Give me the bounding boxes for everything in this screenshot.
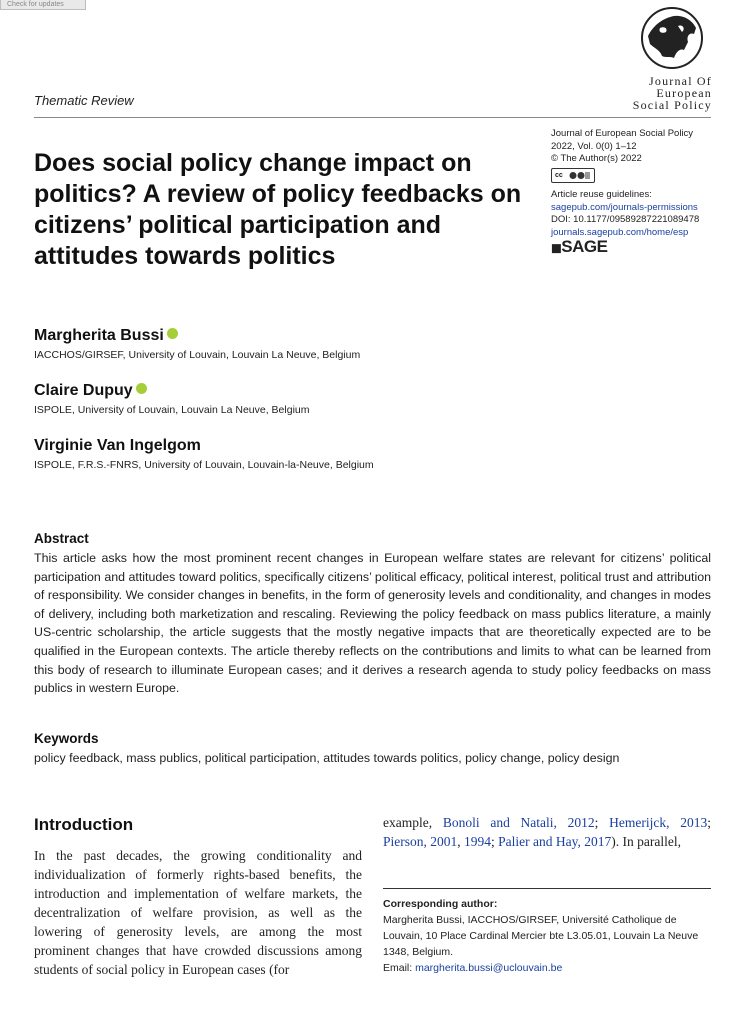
orcid-icon[interactable]	[136, 383, 147, 394]
affiliation-2: ISPOLE, University of Louvain, Louvain La Neuve, Belgium	[34, 404, 310, 416]
corresponding-heading: Corresponding author:	[383, 898, 498, 910]
journal-logo-line1: Journal Of	[649, 74, 712, 88]
email-link[interactable]: margherita.bussi@uclouvain.be	[415, 962, 563, 974]
citation-link[interactable]: 1994	[464, 834, 491, 849]
introduction-col1: In the past decades, the growing conditionality and individualization of formerly rights-based benefits, the introduction and implementation of welfare markets, the decentralization of welfare provision, as well as the lowering of generosity levels, are among the most prominent changes that have crowded discussions among students of social policy in European cases (for	[34, 848, 362, 977]
europe-map-icon	[640, 6, 704, 70]
sage-logo: ◼SAGE	[551, 237, 608, 256]
abstract-heading: Abstract	[34, 531, 89, 546]
volume: 2022, Vol. 0(0) 1–12	[551, 140, 637, 152]
keywords-heading: Keywords	[34, 731, 99, 746]
introduction-heading: Introduction	[34, 815, 134, 834]
article-title: Does social policy change impact on politics? A review of policy feedbacks on citizens’ political participation and attitudes towards politics	[34, 149, 522, 270]
journal-home-link[interactable]: journals.sagepub.com/home/esp	[551, 226, 689, 238]
orcid-icon[interactable]	[167, 328, 178, 339]
author-2: Claire Dupuy	[34, 382, 147, 400]
reuse-label: Article reuse guidelines:	[551, 189, 652, 200]
article-meta	[551, 128, 721, 255]
corresponding-rule	[383, 888, 711, 889]
affiliation-1: IACCHOS/GIRSEF, University of Louvain, Louvain La Neuve, Belgium	[34, 349, 361, 361]
citation-link[interactable]: Palier and Hay, 2017	[498, 834, 612, 849]
permissions-link[interactable]: sagepub.com/journals-permissions	[551, 201, 698, 213]
check-updates-button[interactable]: Check for updates	[0, 0, 86, 10]
section-label: Thematic Review	[34, 93, 134, 108]
author-1: Margherita Bussi	[34, 327, 178, 345]
affiliation-3: ISPOLE, F.R.S.-FNRS, University of Louvain, Louvain-la-Neuve, Belgium	[34, 459, 374, 471]
copyright: © The Author(s) 2022	[551, 153, 642, 164]
corresponding-author: Corresponding author: Margherita Bussi, IACCHOS/GIRSEF, Université Catholique de Louvain, 10 Place Cardinal Mercier bte L3.05.01, Louvain La Neuve 1348, Belgium. Email: margherita.bussi@uclouvain.be	[383, 898, 699, 974]
doi: DOI: 10.1177/09589287221089478	[551, 214, 700, 225]
keywords-text: policy feedback, mass publics, political participation, attitudes towards politics, policy change, policy design	[34, 751, 620, 765]
journal-logo-line3: Social Policy	[632, 98, 712, 112]
header-rule	[34, 117, 711, 118]
citation-link[interactable]: Bonoli and Natali, 2012	[442, 815, 595, 830]
cc-label: cc	[555, 171, 563, 179]
abstract-text: This article asks how the most prominent recent changes in European welfare states are relevant for citizens’ political participation and attitudes toward politics, specifically citizens’ political efficacy, political interest, political trust and attribution of responsibility. We consider changes in benefits, in the form of generosity levels and conditionality, and changes in modes of delivery, including both marketization and rescaling. Reviewing the policy feedback on mass publics literature, a mainly US-centric scholarship, the article suggests that the mostly negative impacts that are theoretically expected are to be qualified in the European contexts. The article thereby reflects on the contributions and limits to what can be learned from this body of research to illuminate European cases; and it derives a research agenda to study policy feedbacks on mass publics in western Europe.	[34, 551, 711, 696]
author-3: Virginie Van Ingelgom	[34, 437, 201, 454]
journal-logo-line2: European	[656, 86, 712, 100]
journal-name: Journal of European Social Policy	[551, 128, 694, 139]
journal-logo	[608, 6, 712, 111]
citation-link[interactable]: Pierson, 2001	[383, 834, 458, 849]
cc-license-icon[interactable]	[551, 168, 595, 183]
corresponding-address: Margherita Bussi, IACCHOS/GIRSEF, Université Catholique de Louvain, 10 Place Cardinal Mercier bte L3.05.01, Louvain La Neuve 1348, Belgium.	[383, 914, 699, 958]
introduction-col2: example, Bonoli and Natali, 2012; Hemerijck, 2013; Pierson, 2001, 1994; Palier and Hay, 2017). In parallel,	[383, 815, 711, 849]
citation-link[interactable]: Hemerijck, 2013	[609, 815, 708, 830]
